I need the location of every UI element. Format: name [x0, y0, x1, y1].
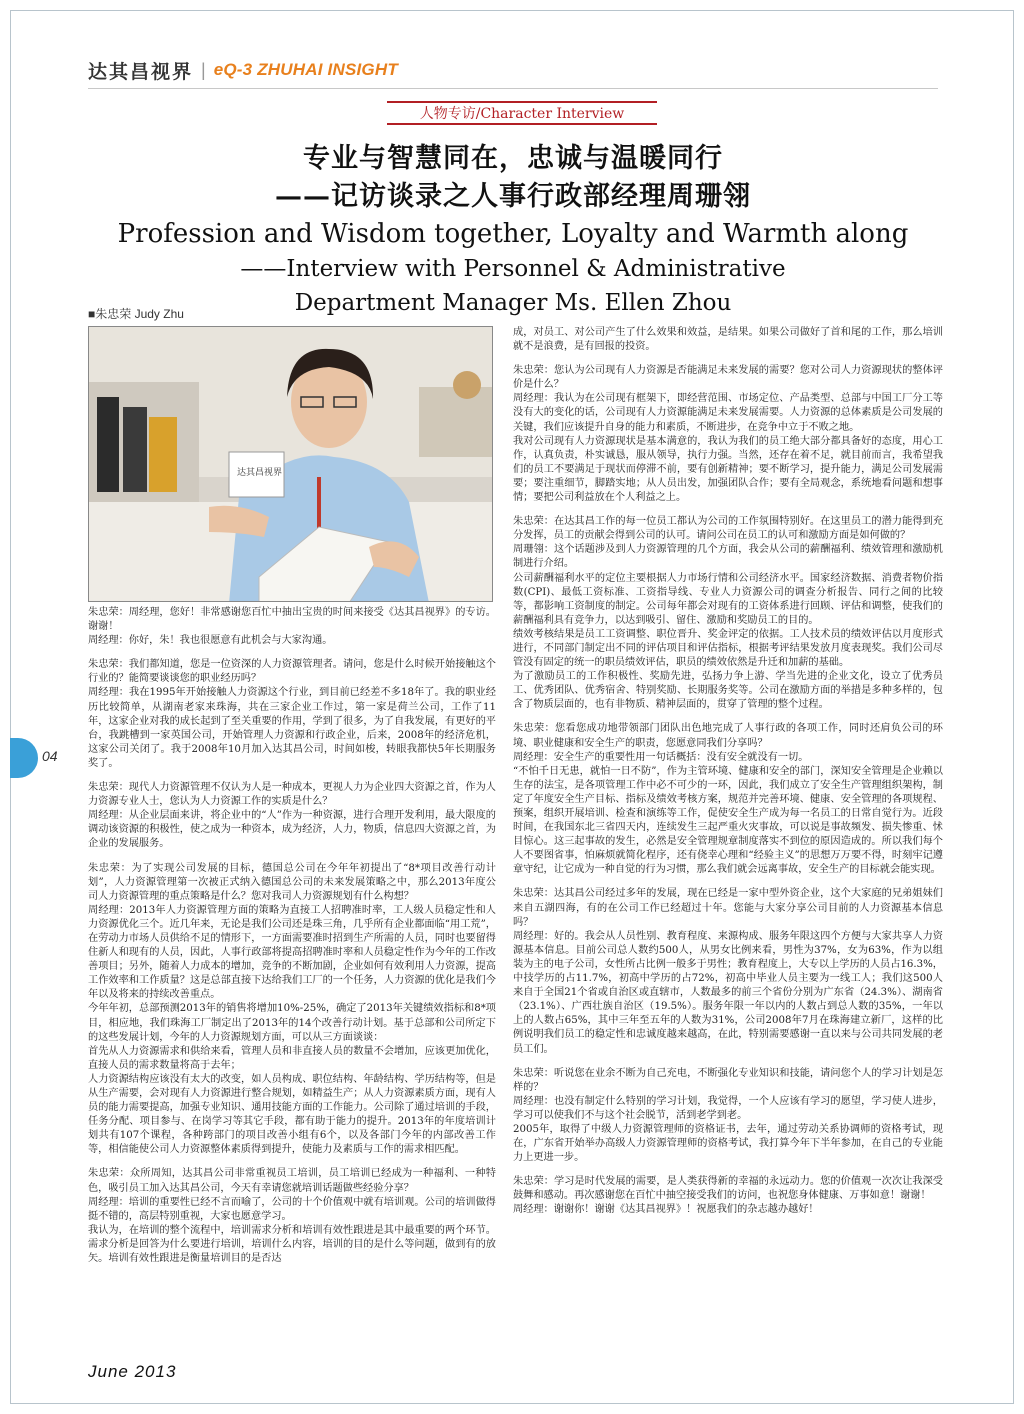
qa-paragraph: 朱忠荣：达其昌公司经过多年的发展，现在已经是一家中型外资企业，这个大家庭的兄弟姐妹们来自五湖四海，有的在公司工作已经超过十年。您能与大家分享公司目前的人力资源基本信息吗？ 周经理：好的。我会从人员性别、教育程度、来源构成、服务年限这四个方便与大家共享人力资源基本信息。目前公司总人数约500人，从男女比例来看，男性为37%，女为63%，作为以组装为主的电子公司，女性所占比例一般多于男性；教育程度上，大专以上学历的人员占16.3%，中技学历的占11.7%，初高中学历的占72%，初高中毕业人员主要为一线工人；我们这500人来自于全国21个省或自治区或直辖市，人数最多的前三个省份分别为广东省（24.3%）、湖南省（23.1%）、广西壮族自治区（19.5%）。服务年限一年以内的人数占到总人数的35%，一年以上的人数占65%，其中三年至五年的人数为31%，公司2008年7月在珠海建立新厂，这样的比例说明我们员工的稳定性和忠诚度越来越高，在此，特别需要感谢一直以来与公司共同发展的老员工们。 [513, 888, 943, 1055]
article-column-left [88, 606, 496, 1348]
title-en-line3: Department Manager Ms. Ellen Zhou [294, 290, 732, 316]
article-column-right [513, 326, 943, 1348]
title-en-line2: ——Interview with Personnel & Administrative [240, 256, 786, 282]
interview-photo [88, 326, 493, 602]
qa-paragraph: 朱忠荣：现代人力资源管理不仅认为人是一种成本，更视人力为企业四大资源之首，作为人力资源专业人士，您认为人力资源工作的实质是什么？ 周经理：从企业层面来讲，将企业中的“人”作为一种资源，进行合理开发利用，最大限度的调动该资源的积极性，使之成为一种资本，成为经济，人力，物质，信息四大资源之首，为企业的发展服务。 [88, 782, 496, 850]
mic-flag-label: 达其昌视界 [237, 468, 283, 478]
article-title [88, 140, 938, 320]
masthead-rule [88, 88, 938, 89]
interview-photo-illustration [89, 327, 493, 602]
masthead-brand-cn: 达其昌视界 [88, 60, 194, 83]
title-en-line1: Profession and Wisdom together, Loyalty and Warmth along [117, 219, 909, 249]
footer-issue-date: June 2013 [88, 1362, 177, 1381]
masthead-separator: | [201, 59, 206, 80]
qa-paragraph: 朱忠荣：学习是时代发展的需要，是人类获得新的幸福的永远动力。您的价值观一次次让我深受鼓舞和感动。再次感谢您在百忙中抽空接受我们的访问，也祝您身体健康、万事如意！谢谢！ 周经理：谢谢你！谢谢《达其昌视界》！祝愿我们的杂志越办越好！ [513, 1176, 943, 1216]
section-tag [387, 101, 657, 125]
qa-paragraph: 朱忠荣：您认为公司现有人力资源是否能满足未来发展的需要？您对公司人力资源现状的整体评价是什么？ 周经理：我认为在公司现有框架下，即经营范围、市场定位、产品类型、总部与中国工厂分工等没有大的变化的话，公司现有人力资源能满足未来发展需要。人力资源的总体素质是公司发展的关键，我们应该提升自身的能力和素质，不断进步，在竞争中立于不败之地。 我对公司现有人力资源现状是基本满意的，我认为我们的员工绝大部分都具备好的态度，用心工作，认真负责，朴实诚恳，服从领导，执行力强。当然，还存在着不足，就目前而言，我希望我们的员工不要满足于现状而停滞不前，要有创新精神；要不断学习，提升能力，满足公司发展需要；要注重细节，脚踏实地；从人员出发，加强团队合作；要有全局观念，系统地看问题和想事情；要把公司利益放在个人利益之上。 [513, 365, 943, 504]
qa-paragraph: 朱忠荣：听说您在业余不断为自己充电，不断强化专业知识和技能，请问您个人的学习计划是怎样的？ 周经理：也没有制定什么特别的学习计划，我觉得，一个人应该有学习的愿望，学习使人进步，学习可以使我们不与这个社会脱节，活到老学到老。 2005年，取得了中级人力资源管理师的资格证书，去年，通过劳动关系协调师的资格考试，现在，广东省开始举办高级人力资源管理师的资格考试，我打算今年下半年参加，在自己的专业能力上更进一步。 [513, 1067, 943, 1164]
qa-paragraph: 朱忠荣：您看您成功地带领部门团队出色地完成了人事行政的各项工作，同时还肩负公司的环境、职业健康和安全生产的职责，您愿意同我们分享吗？ 周经理：安全生产的重要性用一句话概括：没有安全就没有一切。 “不怕千日无患，就怕一日不防”，作为主管环境、健康和安全的部门，深知安全管理是企业赖以生存的法宝，是各项管理工作中必不可少的一环，因此，我们成立了安全生产管理组织架构，制定了年度安全生产目标、指标及绩效考核方案，规范并完善环境、健康、安全管理的各项规程、预案，组织开展培训、检查和演练等工作，促使安全生产成为每一名员工的日常自觉行为。近段时间，在我国东北三省四天内，连续发生三起严重火灾事故，可以说是事故频发、损失惨重、怵目惊心。这三起事故的发生，必然是安全管理规章制度落实不到位的原因造成的。所以我们每个人不要图省事，怕麻烦就简化程序，还有侥幸心理和“经验主义”的思想万万要不得，时刻牢记遵章守纪，让它成为一种自觉的行为习惯，那么我们就会远离事故，安全生产的目标就会能实现。 [513, 723, 943, 876]
masthead [88, 58, 398, 82]
qa-paragraph: 朱忠荣：周经理，您好！非常感谢您百忙中抽出宝贵的时间来接受《达其昌视界》的专访。谢谢！ 周经理：你好，朱！我也很愿意有此机会与大家沟通。 [88, 607, 496, 647]
qa-paragraph: 朱忠荣：在达其昌工作的每一位员工都认为公司的工作氛围特别好。在这里员工的潜力能得到充分发挥，员工的贡献会得到公司的认可。请问公司在员工的认可和激励方面是如何做的？ 周珊翎：这个话题涉及到人力资源管理的几个方面，我会从公司的薪酬福利、绩效管理和激励机制进行介绍。 公司薪酬福利水平的定位主要根据人力市场行情和公司经济水平。国家经济数据、消费者物价指数(CPI)、最低工资标准、工资指导线、专业人力资源公司的调查分析报告、同行之间的比较等，都影响工资制度的制定。公司每年都会对现有的工资体系进行回顾、评估和调整，使我们的薪酬福利具有竞争力，以达到吸引、留住、激励和奖励员工的目的。 绩效考核结果是员工工资调整、职位晋升、奖金评定的依据。工人技术员的绩效评估以月度形式进行，不同部门制定出不同的评估项目和评估指标，根据考评结果发放月度表现奖。我们公司尽管没有固定的统一的职员绩效评估，职员的绩效依然是升迁和加薪的基础。 为了激励员工的工作积极性、奖励先进，弘扬力争上游、学当先进的企业文化，设立了优秀员工、优秀团队、优秀宿舍、特别奖励、长期服务奖等。公司在激励方面的举措是多种多样的，包含了物质层面的，也有非物质、精神层面的，贯穿了管理的整个过程。 [513, 516, 943, 711]
qa-paragraph: 朱忠荣：众所周知，达其昌公司非常重视员工培训，员工培训已经成为一种福利、一种特色，吸引员工加入达其昌公司，今天有幸请您就培训话题做些经验分享？ 周经理：培训的重要性已经不言而喻了，公司的十个价值观中就有培训观。公司的培训做得挺不错的，高层特别重视，大家也愿意学习。 我认为，在培训的整个流程中，培训需求分析和培训有效性跟进是其中最重要的两个环节。需求分析是回答为什么要进行培训，培训什么内容，培训的目的是什么等问题，做到有的放矢。培训有效性跟进是衡量培训目的是否达 [88, 1168, 496, 1265]
qa-paragraph: 成，对员工、对公司产生了什么效果和效益，是结果。如果公司做好了首和尾的工作，那么培训就不是浪费，是有回报的投资。 [513, 327, 943, 353]
qa-paragraph: 朱忠荣：为了实现公司发展的目标，德国总公司在今年年初提出了“8*项目改善行动计划”，人力资源管理第一次被正式纳入德国总公司的未来发展策略之中，那么2013年度公司人力资源管理的重点策略是什么？您对我司人力资源规划有什么构想？ 周经理：2013年人力资源管理方面的策略为直接工人招聘准时率，工人级人员稳定性和人力资源优化三个。近几年来，无论是我们公司还是珠三角，几乎所有企业都面临“用工荒”，在劳动力市场人员供给不足的情形下，一方面需要准时招到生产所需的人员，同时也要留得住新人和现有的人员，因此，人事行政部将提高招聘准时率和人员稳定性作为今年的工作改善项目；另外，随着人力成本的增加，竞争的不断加剧，企业如何有效利用人力资源，提高工作效率和工作质量？这是总部直接下达给我们工厂的一个任务，人力资源的优化是我们今年以及将来的持续改善重点。 今年年初，总部预测2013年的销售将增加10%-25%，确定了2013年关键绩效指标和8*项目，相应地，我们珠海工厂制定出了2013年的14个改善行动计划。基于总部和公司所定下的这些发展计划，今年的人力资源规划方面，可以从三方面谈谈： 首先从人力资源需求和供给来看，管理人员和非直接人员的数量不会增加，应该更加优化，直接人员的需求数量将高于去年； 人力资源结构应该没有太大的改变，如人员构成、职位结构、年龄结构、学历结构等，但是从生产需要，会对现有人力资源进行整合规划，如精益生产；从人力资源素质方面，现有人员的能力需要提高，加强专业知识、通用技能方面的工作能力。公司除了通过培训的手段，任务分配、项目参与、在岗学习等其它手段，都有助于能力的提升。2013年的年度培训计划共有107个课程，各种跨部门的项目改善小组有6个，以及各部门今年的内部改善工作等，相信能使公司人力资源整体素质得到提升，使能力及素质与工作的需求相匹配。 [88, 862, 496, 1156]
page-number: 04 [42, 748, 58, 764]
masthead-brand-en: eQ-3 ZHUHAI INSIGHT [213, 60, 398, 79]
section-tag-label: 人物专访/Character Interview [419, 106, 625, 122]
title-cn-line1: 专业与智慧同在，忠诚与温暖同行 [303, 143, 723, 174]
title-cn-line2: ——记访谈录之人事行政部经理周珊翎 [275, 181, 751, 212]
qa-paragraph: 朱忠荣：我们都知道，您是一位资深的人力资源管理者。请问，您是什么时候开始接触这个行业的？能简要谈谈您的职业经历吗？ 周经理：我在1995年开始接触人力资源这个行业，到目前已经差不多18年了。我的职业经历比较简单，从湖南老家来珠海，共在三家企业工作过，第一家是荷兰公司，工作了11年，这家企业对我的成长起到了至关重要的作用，学到了很多，为了自我发展，有更好的平台，我跳槽到一家英国公司，开始管理人力资源和行政企业，后来，2008年的经济危机，这家公司关闭了。我于2008年10月加入达其昌公司，时间如梭，转眼我都快5年长期服务奖了。 [88, 659, 496, 769]
byline: ■朱忠荣 Judy Zhu [88, 307, 184, 321]
